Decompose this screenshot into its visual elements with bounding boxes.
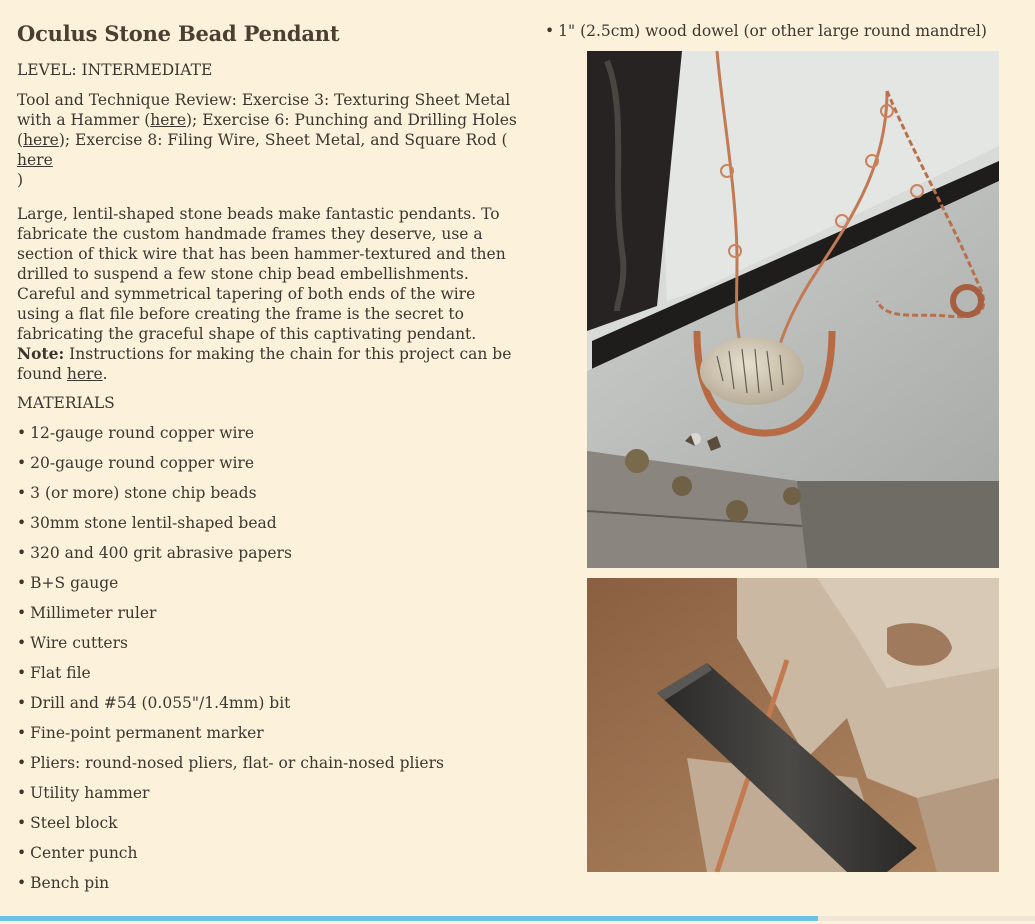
page-title: Oculus Stone Bead Pendant [17,21,340,46]
pendant-necklace-photo [587,51,999,568]
material-text: 12-gauge round copper wire [30,424,255,442]
material-text: 3 (or more) stone chip beads [30,484,257,502]
material-item [17,513,517,543]
material-item [17,423,517,453]
filing-wire-photo [587,578,999,872]
bullet: • [17,604,27,622]
material-item [17,693,517,723]
review-text-4: ) [17,171,24,189]
material-text: Fine-point permanent marker [30,724,264,742]
material-item [17,753,517,783]
material-text: Pliers: round-nosed pliers, flat- or chain-nosed pliers [30,754,444,772]
reading-progress-fill [0,916,818,921]
bullet: • [17,784,27,802]
note-end: . [102,365,108,383]
material-text: Utility hammer [30,784,150,802]
material-item [17,483,517,513]
material-item [17,813,517,843]
chain-instructions-link[interactable]: here [66,365,103,383]
exercise-3-link[interactable]: here [150,111,186,129]
review-text-3: ); Exercise 8: Filing Wire, Sheet Metal, and Square Rod ( [58,131,508,149]
note-label: Note: [17,344,65,363]
material-text: Drill and #54 (0.055"/1.4mm) bit [30,694,291,712]
bullet: • [17,424,27,442]
technique-review [17,90,517,190]
material-text: 320 and 400 grit abrasive papers [30,544,292,562]
material-item [17,453,517,483]
bullet: • [17,664,27,682]
material-text: Millimeter ruler [30,604,157,622]
material-text: B+S gauge [30,574,119,592]
note-text: Instructions for making the chain for this project can be found [17,345,512,383]
bullet: • [17,814,27,832]
material-text: Center punch [30,844,138,862]
bullet: • [17,544,27,562]
review-text-1: Tool and Technique Review: Exercise 3: Texturing Sheet Metal with a Hammer ( [17,91,511,129]
material-item [17,543,517,573]
material-item [17,723,517,753]
material-text: Bench pin [30,874,110,892]
bullet: • [17,634,27,652]
material-item [17,633,517,663]
material-item [17,783,517,813]
material-item [17,663,517,693]
bullet: • [17,484,27,502]
material-text: 20-gauge round copper wire [30,454,255,472]
intro-text: Large, lentil-shaped stone beads make fantastic pendants. To fabricate the custom handmade frames they deserve, use a section of thick wire that has been hammer-textured and then drilled to suspend a few stone chip bead embellishments. Careful and symmetrical tapering of both ends of the wire using a flat file before creating the frame is the secret to fabricating the graceful shape of this captivating pendant. [17,205,506,343]
material-text: Wire cutters [30,634,128,652]
material-text: Flat file [30,664,91,682]
material-text: 30mm stone lentil-shaped bead [30,514,277,532]
pendant-necklace-image [587,51,999,568]
bullet: • [17,724,27,742]
material-text: Steel block [30,814,118,832]
materials-heading: MATERIALS [17,394,115,412]
bullet: • [17,754,27,772]
bullet: • [17,514,27,532]
bullet: • [17,454,27,472]
left-column [17,20,517,903]
bullet: • [17,844,27,862]
exercise-6-link[interactable]: here [23,131,59,149]
reading-progress-bar [0,916,1035,921]
material-item [17,603,517,633]
bullet: • [17,874,27,892]
right-column-list-item [545,21,1025,41]
bullet: • [17,694,27,712]
material-item [17,873,517,903]
bullet: • [545,22,555,40]
list-item-text: 1" (2.5cm) wood dowel (or other large round mandrel) [558,22,987,40]
bullet: • [17,574,27,592]
materials-list [17,423,517,903]
intro-paragraph [17,204,517,384]
level-label: LEVEL: INTERMEDIATE [17,61,213,79]
exercise-8-link[interactable]: here [17,151,53,169]
material-item [17,843,517,873]
material-item [17,573,517,603]
review-text-2: ); Exercise 6: Punching and Drilling Holes ( [17,111,517,149]
filing-wire-image [587,578,999,872]
